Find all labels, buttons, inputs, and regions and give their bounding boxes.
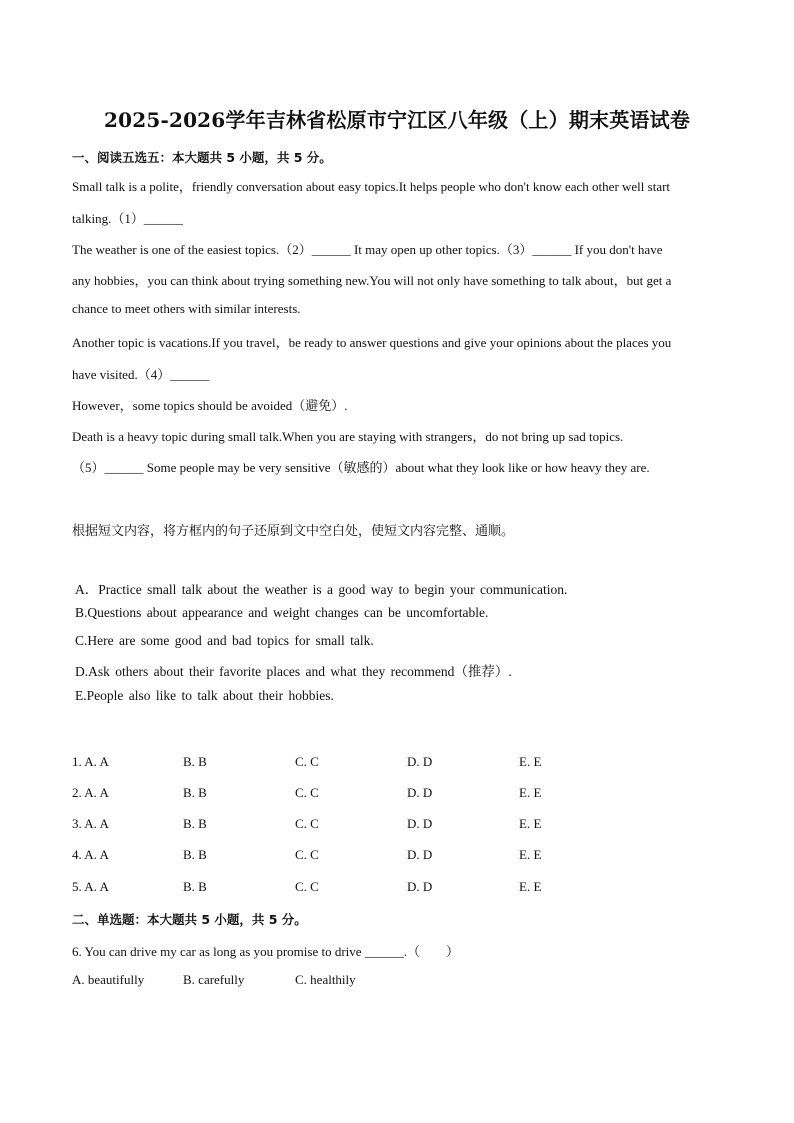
answer-choice-b[interactable]: B. B	[183, 879, 207, 894]
answer-choice-c[interactable]: C. C	[295, 754, 319, 769]
answer-choice-c[interactable]: C. C	[295, 785, 319, 800]
answer-row	[72, 754, 712, 772]
section-heading-reading: 一、阅读五选五：本大题共 5 小题，共 5 分。	[72, 150, 332, 165]
answer-row	[72, 816, 712, 834]
answer-choice-a[interactable]: 2. A. A	[72, 785, 109, 800]
answer-choice-d[interactable]: D. D	[407, 816, 433, 831]
answer-choice-e[interactable]: E. E	[519, 879, 542, 894]
answer-choice-c[interactable]: C. C	[295, 816, 319, 831]
answer-choice-e[interactable]: E. E	[519, 847, 542, 862]
choice-a[interactable]: A. beautifully	[72, 972, 145, 987]
passage-line: The weather is one of the easiest topics.（2）______ It may open up other topics.（3）______ If you don't have	[72, 242, 663, 257]
question-6-choices	[72, 972, 472, 990]
answer-choice-d[interactable]: D. D	[407, 847, 433, 862]
answer-row	[72, 879, 712, 897]
option-b: B.Questions about appearance and weight changes can be uncomfortable.	[75, 605, 489, 620]
answer-choice-d[interactable]: D. D	[407, 754, 433, 769]
page-title: 2025-2026学年吉林省松原市宁江区八年级（上）期末英语试卷	[103, 108, 691, 132]
answer-choice-e[interactable]: E. E	[519, 785, 542, 800]
answer-choice-c[interactable]: C. C	[295, 879, 319, 894]
answer-choice-e[interactable]: E. E	[519, 816, 542, 831]
choice-b[interactable]: B. carefully	[183, 972, 245, 987]
answer-choice-d[interactable]: D. D	[407, 785, 433, 800]
passage-line: Small talk is a polite，friendly conversation about easy topics.It helps people who don't know each other well start	[72, 179, 671, 194]
answer-choice-b[interactable]: B. B	[183, 816, 207, 831]
answer-choice-a[interactable]: 1. A. A	[72, 754, 109, 769]
answer-choice-b[interactable]: B. B	[183, 754, 207, 769]
option-c: C.Here are some good and bad topics for small talk.	[75, 633, 374, 648]
answer-choice-a[interactable]: 3. A. A	[72, 816, 109, 831]
answer-choice-e[interactable]: E. E	[519, 754, 542, 769]
answer-choice-c[interactable]: C. C	[295, 847, 319, 862]
passage-line: have visited.（4）______	[72, 367, 210, 382]
answer-choice-a[interactable]: 4. A. A	[72, 847, 109, 862]
passage-line: However，some topics should be avoided（避免）.	[72, 398, 348, 413]
passage-line: talking.（1）______	[72, 211, 183, 226]
answer-row	[72, 785, 712, 803]
option-e: E.People also like to talk about their hobbies.	[75, 688, 334, 703]
passage-line: chance to meet others with similar interests.	[72, 301, 301, 316]
passage-line: Another topic is vacations.If you travel，be ready to answer questions and give your opinions about the places you	[72, 335, 672, 350]
question-6: 6. You can drive my car as long as you promise to drive ______.（ ）	[72, 944, 460, 959]
passage-line: （5）______ Some people may be very sensitive（敏感的）about what they look like or how heavy they are.	[72, 460, 650, 475]
passage-line: Death is a heavy topic during small talk.When you are staying with strangers，do not bring up sad topics.	[72, 429, 624, 444]
option-d: D.Ask others about their favorite places and what they recommend（推荐）.	[75, 664, 512, 679]
answer-choice-b[interactable]: B. B	[183, 785, 207, 800]
answer-choice-b[interactable]: B. B	[183, 847, 207, 862]
section-heading-single-choice: 二、单选题：本大题共 5 小题，共 5 分。	[72, 912, 307, 927]
choice-c[interactable]: C. healthily	[295, 972, 356, 987]
passage-line: any hobbies，you can think about trying something new.You will not only have something to talk about，but get a	[72, 273, 672, 288]
instruction-text: 根据短文内容，将方框内的句子还原到文中空白处，使短文内容完整、通顺。	[72, 524, 515, 539]
answer-row	[72, 847, 712, 865]
answer-choice-d[interactable]: D. D	[407, 879, 433, 894]
option-a: A．Practice small talk about the weather is a good way to begin your communication.	[75, 582, 568, 597]
answer-choice-a[interactable]: 5. A. A	[72, 879, 109, 894]
